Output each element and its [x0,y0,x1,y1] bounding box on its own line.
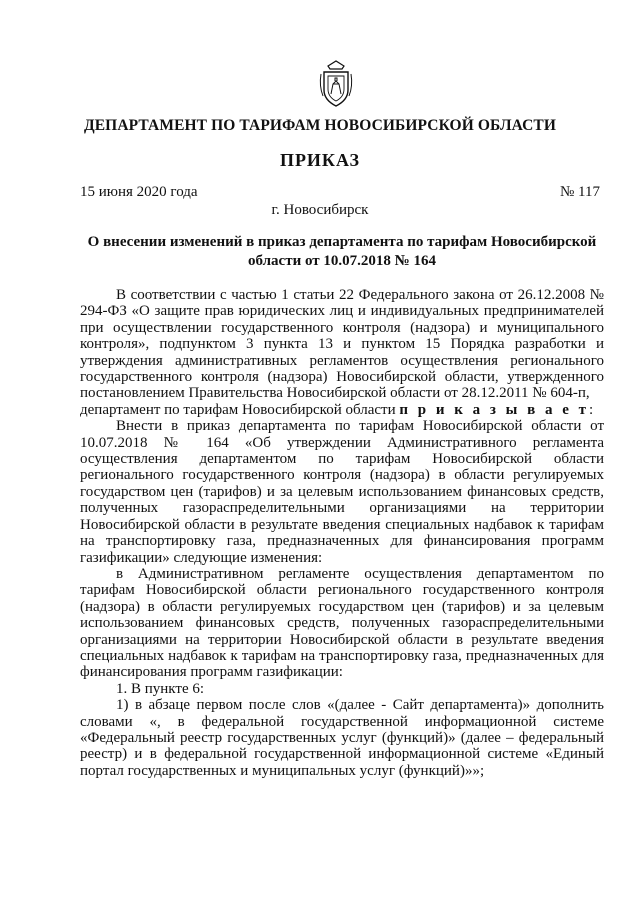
paragraph-orders-colon: : [589,401,594,418]
paragraph-amend: Внести в приказ департамента по тарифам Новосибирской области от 10.07.2018 № 164 «Об утверждении Административного регламента осуществления департаментом по тарифам Новосибирской области регионального государственного контроля (надзора) в области регулируемых государством цен (тарифов) и за целевым использованием финансовых средств, полученных газораспределительными организациями на территории Новосибирской области в результате введения специальных надбавок к тарифам на транспортировку газа, предназначенных для финансирования программ газификации» следующие изменения: [80,418,604,566]
order-subject: О внесении изменений в приказ департамента по тарифам Новосибирской области от 10.07.2018 № 164 [87,234,597,269]
order-body [80,287,604,779]
department-title: ДЕПАРТАМЕНТ ПО ТАРИФАМ НОВОСИБИРСКОЙ ОБЛАСТИ [83,117,557,134]
coat-of-arms-icon [318,60,354,108]
orders-word: п р и к а з ы в а е т [399,401,589,418]
paragraph-regulation: в Административном регламенте осуществления департаментом по тарифам Новосибирской области регионального государственного контроля (надзора) в области регулируемых государством цен (тарифов) и за целевым использованием финансовых средств, полученных газораспределительными организациями на территории Новосибирской области в результате введения специальных надбавок к тарифам на транспортировку газа, предназначенных для финансирования программ газификации: [80,565,604,681]
paragraph-orders-text: департамент по тарифам Новосибирской области [80,401,396,418]
paragraph-orders [80,402,604,418]
order-city: г. Новосибирск [271,202,369,218]
paragraph-point-6: 1. В пункте 6: [116,680,205,697]
document-type: ПРИКАЗ [279,150,361,170]
order-date: 15 июня 2020 года [80,184,198,200]
paragraph-subpoint-1: 1) в абзаце первом после слов «(далее - Сайт департамента)» дополнить словами «, в федеральной государственной информационной системе «Федеральный реестр государственных услуг (функций)» (далее – федеральный реестр) и в федеральной государственной информационной системе «Единый портал государственных и муниципальных услуг (функций)»»; [80,697,604,779]
paragraph-legal-basis: В соответствии с частью 1 статьи 22 Федерального закона от 26.12.2008 № 294-ФЗ «О защите прав юридических лиц и индивидуальных предпринимателей при осуществлении государственного контроля (надзора) и муниципального контроля», подпунктом 3 пункта 13 и пунктом 15 Порядка разработки и утверждения административных регламентов осуществления регионального государственного контроля (надзора) Новосибирской области, утвержденного постановлением Правительства Новосибирской области от 28.12.2011 № 604-п, [80,287,604,402]
order-number: № 117 [559,184,600,200]
